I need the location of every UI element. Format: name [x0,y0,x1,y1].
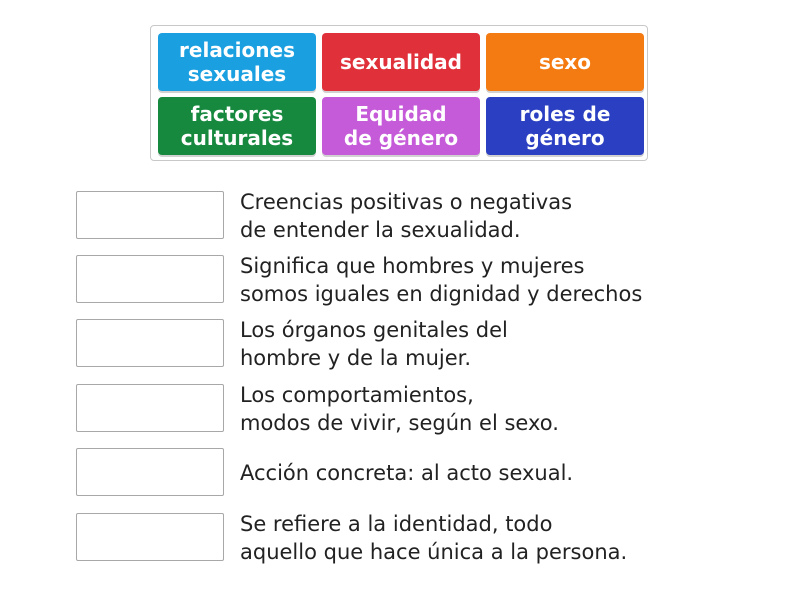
match-row [76,191,756,241]
match-row [76,384,756,434]
tile-relaciones-sexuales[interactable]: relaciones sexuales [158,33,316,91]
tile-sexo[interactable]: sexo [486,33,644,91]
tile-roles-de-genero[interactable]: roles de género [486,97,644,155]
match-row [76,448,756,498]
definition-text: Los comportamientos, modos de vivir, según el sexo. [240,383,559,435]
match-row [76,255,756,305]
tile-factores-culturales[interactable]: factores culturales [158,97,316,155]
drop-target[interactable] [76,319,224,367]
definition-text: Se refiere a la identidad, todo aquello que hace única a la persona. [240,512,628,564]
word-bank [150,25,648,161]
definition-text: Creencias positivas o negativas de entender la sexualidad. [240,190,573,242]
tile-equidad-de-genero[interactable]: Equidad de género [322,97,480,155]
definition-text: Significa que hombres y mujeres somos iguales en dignidad y derechos [240,254,643,306]
definition-text: Los órganos genitales del hombre y de la mujer. [240,318,508,370]
definition-text: Acción concreta: al acto sexual. [240,461,574,485]
drop-target[interactable] [76,255,224,303]
drop-target[interactable] [76,448,224,496]
match-row [76,513,756,563]
tile-sexualidad[interactable]: sexualidad [322,33,480,91]
match-row [76,319,756,369]
drop-target[interactable] [76,191,224,239]
drop-target[interactable] [76,384,224,432]
drop-target[interactable] [76,513,224,561]
